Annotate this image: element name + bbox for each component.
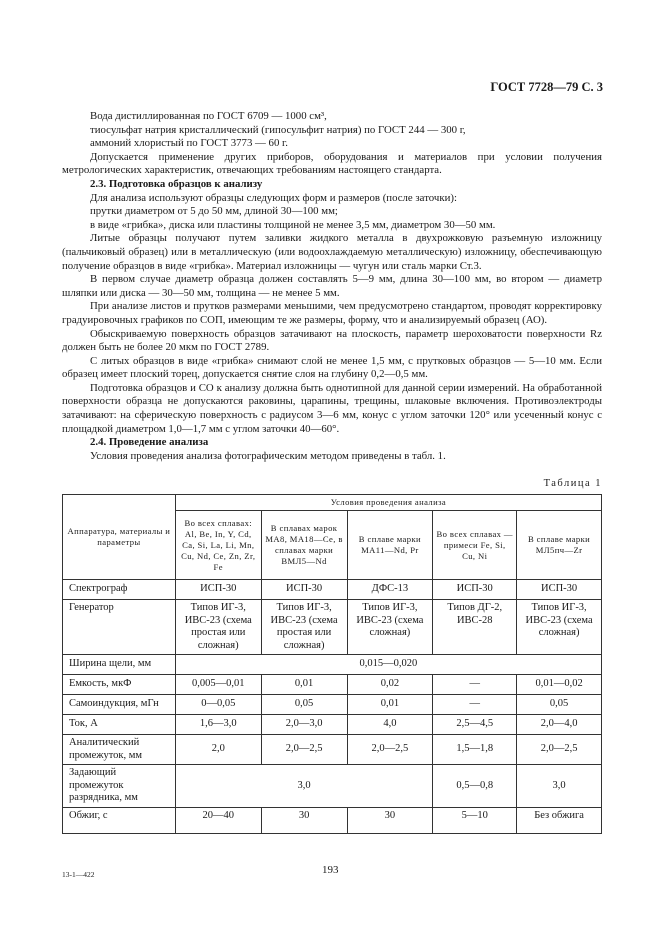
cell: Типов ИГ-3, ИВС-23 (схема простая или сложная) — [261, 600, 347, 655]
paragraph: в виде «грибка», диска или пластины толщиной не менее 3,5 мм, диаметром 30—50 мм. — [90, 218, 496, 231]
row-label: Емкость, мкФ — [63, 675, 176, 695]
paragraph: С литых образцов в виде «грибка» снимают слой не менее 1,5 мм, с прутковых образцов — 5—10 мм. Если образец имеет плоский торец, допускается снятие слоя на глубину 0,2—0,5 мм. — [62, 354, 602, 381]
header-col-2: В сплавах марок МА8, МА18—Се, в сплавах марки ВМЛ5—Nd — [261, 511, 347, 580]
cell: Типов ИГ-3, ИВС-23 (схема сложная) — [517, 600, 602, 655]
row-label: Самоиндукция, мГн — [63, 695, 176, 715]
table-row — [63, 580, 602, 600]
header-col-1: Во всех сплавах: Al, Be, In, Y, Cd, Ca, Si, La, Li, Mn, Cu, Nd, Ce, Zn, Zr, Fe — [175, 511, 261, 580]
cell: Типов ИГ-3, ИВС-23 (схема сложная) — [347, 600, 433, 655]
paragraph: Вода дистиллированная по ГОСТ 6709 — 1000 см³, — [90, 110, 327, 122]
cell: 30 — [261, 807, 347, 833]
row-label: Обжиг, с — [63, 807, 176, 833]
page-header: ГОСТ 7728—79 С. 3 — [490, 80, 603, 94]
section-heading-2-4: 2.4. Проведение анализа — [90, 436, 209, 449]
cell: 0,05 — [517, 695, 602, 715]
paragraph: Подготовка образцов и СО к анализу должна быть однотипной для данной серии измерений. На обработанной поверхности образца не допускаются раковины, царапины, трещины, шлаковые включения. Противоэлектроды затачивают: на сферическую поверхность с радиусом 3—6 мм, конус с углом заточки 120° или усеченный конус с площадкой диаметром 1,0—1,7 мм с углом заточки 40—60°. — [62, 381, 602, 435]
paragraph: прутки диаметром от 5 до 50 мм, длиной 30—100 мм; — [90, 205, 338, 218]
cell: ИСП-30 — [433, 580, 517, 600]
cell: 2,5—4,5 — [433, 715, 517, 735]
header-col-3: В сплаве марки МА11—Nd, Pr — [347, 511, 433, 580]
cell: ИСП-30 — [175, 580, 261, 600]
cell: 5—10 — [433, 807, 517, 833]
cell: Типов ДГ-2, ИВС-28 — [433, 600, 517, 655]
row-label: Ширина щели, мм — [63, 655, 176, 675]
table-row — [63, 695, 602, 715]
cell: 3,0 — [175, 765, 432, 808]
cell: 1,6—3,0 — [175, 715, 261, 735]
header-param: Аппаратура, материалы и параметры — [63, 495, 176, 580]
table-header-row — [63, 495, 602, 511]
paragraph: Обыскриваемую поверхность образцов затачивают на плоскость, параметр шероховатости поверхности Rz должен быть не более 20 мкм по ГОСТ 2789. — [62, 327, 602, 354]
document-body — [62, 110, 602, 834]
cell: ИСП-30 — [261, 580, 347, 600]
paragraph: тиосульфат натрия кристаллический (гипосульфит натрия) по ГОСТ 244 — 300 г, — [90, 123, 466, 136]
cell: Без обжига — [517, 807, 602, 833]
table-row — [63, 655, 602, 675]
cell: 1,5—1,8 — [433, 735, 517, 765]
cell: 0,02 — [347, 675, 433, 695]
table-row — [63, 765, 602, 808]
cell: — — [433, 675, 517, 695]
cell: 2,0—2,5 — [517, 735, 602, 765]
header-group: Условия проведения анализа — [175, 495, 601, 511]
cell: 0,01 — [347, 695, 433, 715]
paragraph: Допускается применение других приборов, оборудования и материалов при условии получения метрологических характеристик, отвечающих требованиям настоящего стандарта. — [62, 150, 602, 177]
paragraph: Для анализа используют образцы следующих форм и размеров (после заточки): — [90, 191, 457, 204]
cell: 0,05 — [261, 695, 347, 715]
cell: 0,005—0,01 — [175, 675, 261, 695]
row-label: Задающий промежуток разрядника, мм — [63, 765, 176, 808]
cell: — — [433, 695, 517, 715]
cell: 2,0—2,5 — [347, 735, 433, 765]
cell: 0—0,05 — [175, 695, 261, 715]
cell: 4,0 — [347, 715, 433, 735]
row-label: Аналитический промежуток, мм — [63, 735, 176, 765]
cell: 2,0—3,0 — [261, 715, 347, 735]
table-row — [63, 807, 602, 833]
table-row — [63, 600, 602, 655]
paragraph: Условия проведения анализа фотографическим методом приведены в табл. 1. — [90, 449, 446, 462]
table-row — [63, 675, 602, 695]
page-number: 193 — [322, 864, 339, 876]
row-label: Спектрограф — [63, 580, 176, 600]
cell: 2,0 — [175, 735, 261, 765]
paragraph: аммоний хлористый по ГОСТ 3773 — 60 г. — [90, 137, 288, 150]
section-heading-2-3: 2.3. Подготовка образцов к анализу — [90, 177, 263, 190]
table-caption: Таблица 1 — [543, 478, 602, 490]
cell: 2,0—2,5 — [261, 735, 347, 765]
cell: 0,01 — [261, 675, 347, 695]
cell: 30 — [347, 807, 433, 833]
paragraph: В первом случае диаметр образца должен составлять 5—9 мм, длина 30—100 мм, во втором — диаметр шляпки или диска — 30—50 мм, толщина — не менее 5 мм. — [62, 273, 602, 299]
cell: 0,01—0,02 — [517, 675, 602, 695]
cell: 0,5—0,8 — [433, 765, 517, 808]
cell: ИСП-30 — [517, 580, 602, 600]
table-row — [63, 735, 602, 765]
cell: 0,015—0,020 — [175, 655, 601, 675]
table-row — [63, 715, 602, 735]
conditions-table — [62, 494, 602, 834]
header-col-4: Во всех сплавах — примеси Fe, Si, Cu, Ni — [433, 511, 517, 580]
cell: 2,0—4,0 — [517, 715, 602, 735]
row-label: Ток, А — [63, 715, 176, 735]
paragraph: Литые образцы получают путем заливки жидкого металла в двухрожковую разъемную изложницу (пальчиковый образец) или в металлическую (или водоохлаждаемую металлическую) изложницу, обеспечивающую получение образцов в виде «грибка». Материал изложницы — чугун или сталь марки Ст.3. — [62, 232, 602, 272]
cell: 20—40 — [175, 807, 261, 833]
cell: Типов ИГ-3, ИВС-23 (схема простая или сложная) — [175, 600, 261, 655]
cell: 3,0 — [517, 765, 602, 808]
footer-code: 13-1—422 — [62, 870, 95, 879]
paragraph: При анализе листов и прутков размерами меньшими, чем предусмотрено стандартом, проводят корректировку градуировочных графиков по СОП, имеющим те же размеры, форму, что и анализируемый образец (АО). — [62, 300, 602, 326]
cell: ДФС-13 — [347, 580, 433, 600]
row-label: Генератор — [63, 600, 176, 655]
header-col-5: В сплаве марки МЛ5пч—Zr — [517, 511, 602, 580]
